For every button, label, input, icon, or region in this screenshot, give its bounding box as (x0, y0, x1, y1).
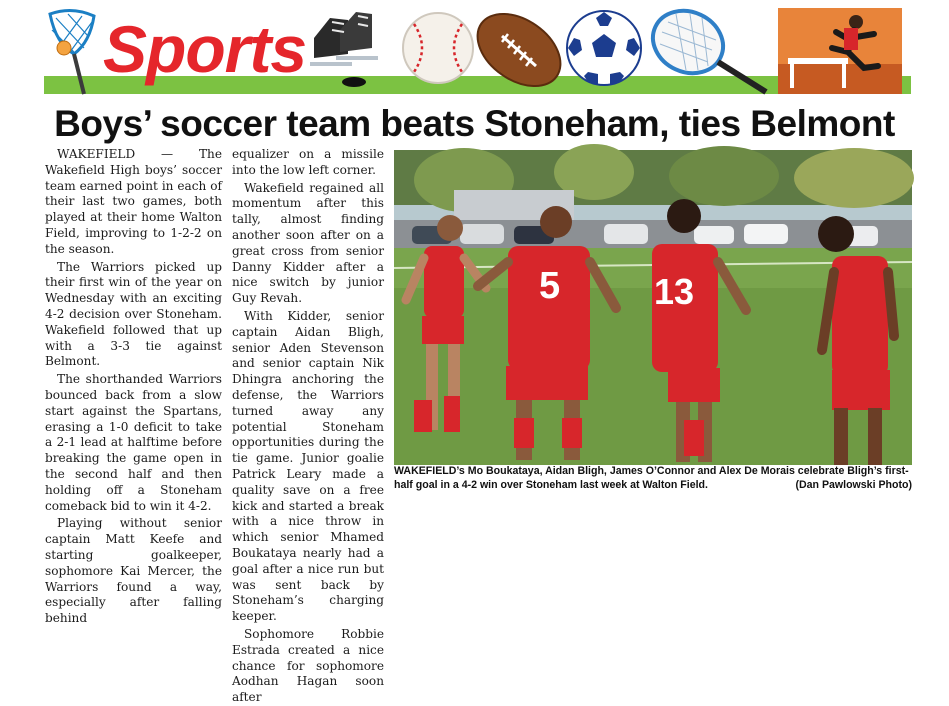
hurdler-photo-icon (778, 8, 902, 94)
caption-text: WAKEFIELD’s Mo Boukataya, Aidan Bligh, James O’Connor and Alex De Morais celebrate Bligh’s first-half goal in a 4-2 win over Stoneham last week at Walton Field. (394, 465, 909, 491)
paragraph: With Kidder, senior captain Aidan Bligh, senior Aden Stevenson and senior captain Nik Dhingra anchoring the defense, the Warriors turned away any potential Stoneham opportunities during the tie game. Junior goalie Patrick Leary made a quality save on a free kick and started a break with a nice throw in which senior Mhamed Boukataya nearly had a goal after a nice run but was sent back by Stoneham’s charging keeper. (232, 308, 384, 624)
lacrosse-stick-icon (44, 8, 100, 96)
sports-banner (0, 0, 949, 98)
photo-caption (394, 465, 912, 492)
paragraph: Playing without senior captain Matt Keefe and starting goalkeeper, sophomore Kai Mercer, the Warriors found a way, especially after falling behind (45, 516, 222, 626)
soccer-celebration-photo (394, 150, 912, 465)
article-column-1 (45, 147, 222, 626)
baseball-icon (400, 10, 476, 86)
paragraph-continued: equalizer on a missile into the low left corner. (232, 147, 384, 177)
tennis-racket-icon (646, 6, 772, 96)
soccer-ball-icon (564, 8, 644, 88)
headline: Boys’ soccer team beats Stoneham, ties Belmont (54, 103, 895, 144)
paragraph: WAKEFIELD — The Wakefield High boys’ soccer team earned point in each of their last two games, both played at their home Walton Field, improving to 1-2-2 on the season. (45, 147, 222, 256)
paragraph: Wakefield regained all momentum after this tally, almost finding another soon after on a great cross from senior Danny Kidder after a nice switch by junior Guy Revah. (232, 180, 384, 306)
paragraph: The shorthanded Warriors bounced back from a slow start against the Spartans, erasing a 1-0 deficit to take a 2-1 lead at halftime before breaking the game open in the second half and then holding off a Stoneham comeback bid to win it 4-2. (45, 372, 222, 513)
jersey-number-5: 5 (539, 265, 561, 307)
article-column-2 (232, 147, 384, 705)
paragraph: The Warriors picked up their first win of the year on Wednesday with an exciting 4-2 decision over Stoneham. Wakefield followed that up with a 3-3 tie against Belmont. (45, 259, 222, 369)
jersey-number-13: 13 (654, 271, 695, 312)
section-title: Sports (103, 12, 307, 86)
football-icon (472, 6, 566, 94)
photo-credit: (Dan Pawlowski Photo) (795, 478, 912, 491)
ice-skates-icon (304, 8, 390, 94)
paragraph: Sophomore Robbie Estrada created a nice chance for sophomore Aodhan Hagan soon after (232, 626, 384, 705)
article-photo (394, 150, 912, 465)
